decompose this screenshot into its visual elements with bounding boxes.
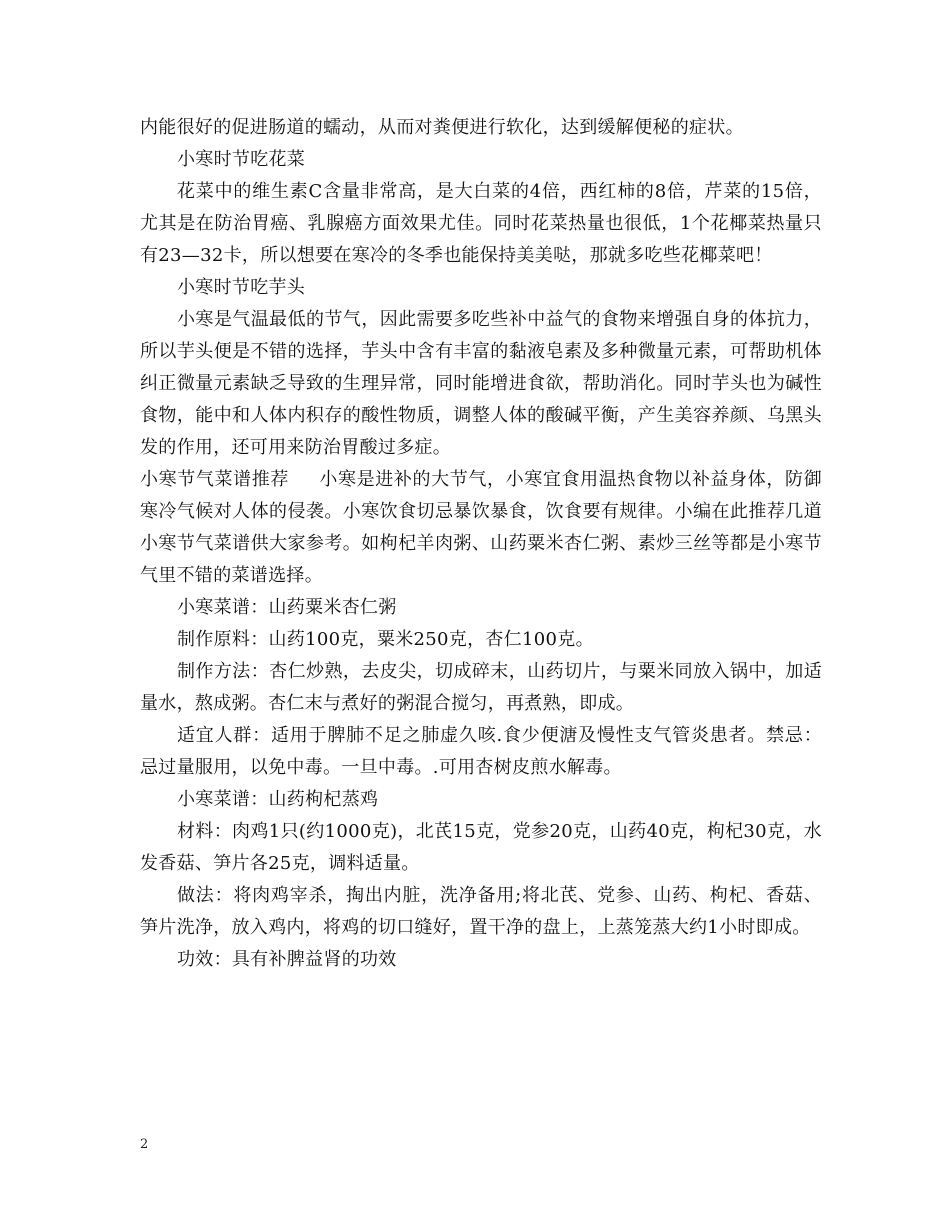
page-number: 2 (140, 1137, 149, 1152)
section-heading: 小寒时节吃花菜 (177, 149, 306, 170)
recipe-suitable: 适宜人群：适用于脾肺不足之肺虚久咳.食少便溏及慢性支气管炎患者。禁忌：忌过量服用，以免中毒。一旦中毒。.可用杏树皮煎水解毒。 (140, 725, 822, 778)
recommend-text: 小寒是进补的大节气，小寒宜食用温热食物以补益身体，防御寒冷气候对人体的侵袭。小寒饮食切忌暴饮暴食，饮食要有规律。小编在此推荐几道小寒节气菜谱供大家参考。如枸杞羊肉粥、山药粟米杏仁粥、素炒三丝等都是小寒节气里不错的菜谱选择。 (140, 469, 822, 586)
paragraph: 内能很好的促进肠道的蠕动，从而对粪便进行软化，达到缓解便秘的症状。 (140, 117, 744, 138)
recommend-heading: 小寒节气菜谱推荐 (140, 469, 290, 490)
recipe-ingredients: 材料：肉鸡1只(约1000克)，北芪15克，党参20克，山药40克，枸杞30克，水发香菇、笋片各25克，调料适量。 (140, 821, 822, 874)
recipe-effect: 功效：具有补脾益肾的功效 (177, 949, 397, 970)
body-text (140, 112, 822, 976)
paragraph: 花菜中的维生素C含量非常高，是大白菜的4倍，西红柿的8倍，芹菜的15倍，尤其是在防治胃癌、乳腺癌方面效果尤佳。同时花菜热量也很低，1个花椰菜热量只有23—32卡，所以想要在寒冷的冬季也能保持美美哒，那就多吃些花椰菜吧！ (140, 181, 822, 266)
recipe-method: 制作方法：杏仁炒熟，去皮尖，切成碎末，山药切片，与粟米同放入锅中，加适量水，熬成粥。杏仁末与煮好的粥混合搅匀，再煮熟，即成。 (140, 661, 822, 714)
paragraph: 小寒是气温最低的节气，因此需要多吃些补中益气的食物来增强自身的体抗力，所以芋头便是不错的选择，芋头中含有丰富的黏液皂素及多种微量元素，可帮助机体纠正微量元素缺乏导致的生理异常，同时能增进食欲，帮助消化。同时芋头也为碱性食物，能中和人体内积存的酸性物质，调整人体的酸碱平衡，产生美容养颜、乌黑头发的作用，还可用来防治胃酸过多症。 (140, 309, 822, 458)
recipe-title: 小寒菜谱：山药粟米杏仁粥 (177, 597, 397, 618)
recommend-paragraph (140, 464, 822, 592)
recipe-ingredients: 制作原料：山药100克，粟米250克，杏仁100克。 (177, 629, 594, 650)
recipe-title: 小寒菜谱：山药枸杞蒸鸡 (177, 789, 379, 810)
section-heading: 小寒时节吃芋头 (177, 277, 306, 298)
recipe-method: 做法：将肉鸡宰杀，掏出内脏，洗净备用;将北芪、党参、山药、枸杞、香菇、笋片洗净，放入鸡内，将鸡的切口缝好，置干净的盘上，上蒸笼蒸大约1小时即成。 (140, 885, 822, 938)
